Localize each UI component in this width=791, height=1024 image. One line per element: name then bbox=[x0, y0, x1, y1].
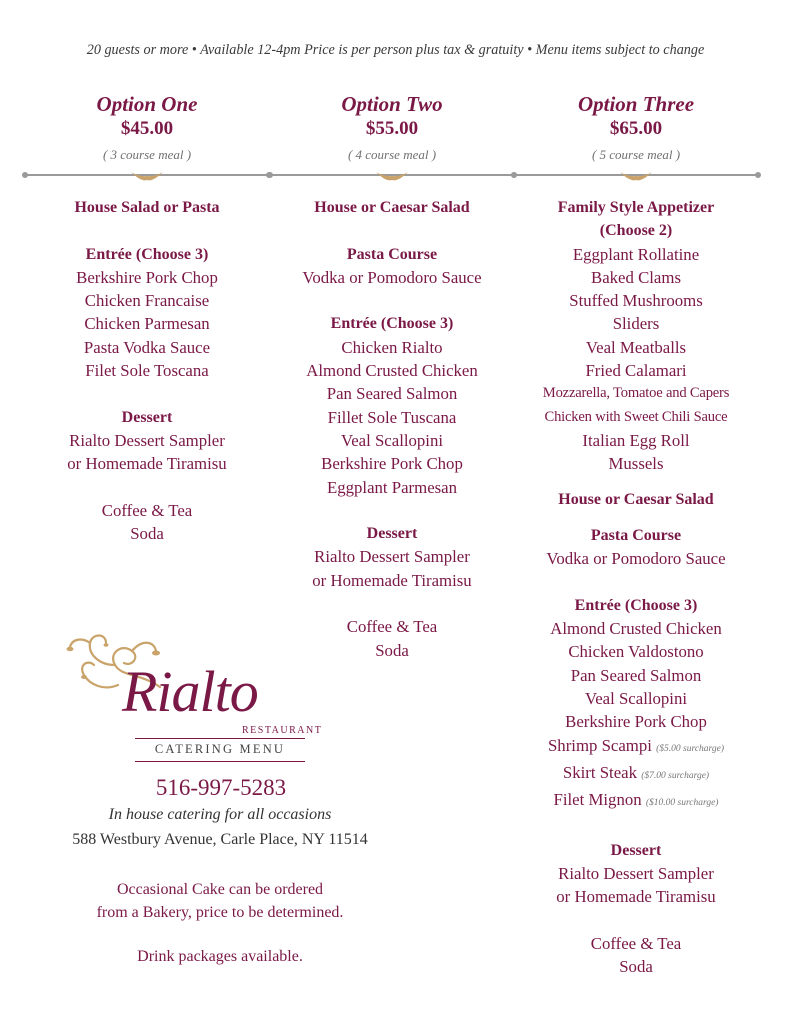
surcharge-note: ($5.00 surcharge) bbox=[656, 743, 725, 754]
leaf-ornament-icon bbox=[372, 169, 412, 183]
course-heading bbox=[267, 522, 517, 545]
menu-item-text: Pasta Course bbox=[590, 526, 682, 544]
menu-item bbox=[22, 522, 272, 545]
menu-item bbox=[22, 266, 272, 289]
course-heading bbox=[511, 196, 761, 219]
spacer bbox=[22, 476, 272, 499]
menu-item-text: Soda bbox=[375, 640, 409, 660]
menu-item-text: Entrée (Choose 3) bbox=[330, 315, 454, 333]
leaf-ornament-icon bbox=[127, 169, 167, 183]
menu-item bbox=[22, 359, 272, 382]
menu-item-text: Dessert bbox=[121, 408, 173, 426]
cake-note-line: Occasional Cake can be ordered bbox=[116, 881, 324, 898]
option-subtitle: ( 5 course meal ) bbox=[591, 147, 681, 162]
menu-item-text: Shrimp Scampi bbox=[547, 735, 652, 755]
menu-item-text: Berkshire Pork Chop bbox=[565, 712, 707, 732]
menu-item bbox=[511, 266, 761, 289]
menu-item bbox=[22, 312, 272, 335]
option-menu-lines bbox=[511, 196, 761, 979]
menu-item bbox=[511, 336, 761, 359]
option-three-column bbox=[511, 92, 761, 979]
course-heading bbox=[22, 196, 272, 219]
spacer bbox=[22, 219, 272, 242]
option-one-column bbox=[22, 92, 272, 545]
menu-item-text: Berkshire Pork Chop bbox=[321, 454, 463, 474]
menu-item bbox=[511, 312, 761, 335]
course-heading bbox=[511, 839, 761, 862]
catering-rule-top bbox=[135, 738, 305, 739]
ornament-divider bbox=[22, 164, 272, 188]
menu-item-text: Filet Sole Toscana bbox=[85, 361, 209, 381]
menu-item bbox=[511, 862, 761, 885]
menu-item-text: Chicken Francaise bbox=[84, 291, 210, 311]
menu-item-text: Eggplant Rollatine bbox=[572, 244, 700, 264]
surcharge-note: ($10.00 surcharge) bbox=[645, 798, 719, 809]
option-title: Option Three bbox=[577, 92, 695, 116]
menu-item-text: Dessert bbox=[610, 841, 662, 859]
menu-item-text: or Homemade Tiramisu bbox=[556, 887, 716, 907]
menu-item bbox=[511, 734, 761, 761]
menu-item bbox=[22, 336, 272, 359]
menu-item-text: Berkshire Pork Chop bbox=[76, 267, 218, 287]
spacer bbox=[267, 289, 517, 312]
option-subtitle: ( 3 course meal ) bbox=[102, 147, 192, 162]
option-title: Option Two bbox=[341, 92, 443, 116]
menu-item-text: Dessert bbox=[366, 525, 418, 543]
menu-item-text: Pan Seared Salmon bbox=[570, 665, 702, 685]
menu-item bbox=[511, 617, 761, 640]
menu-item-text: Chicken Parmesan bbox=[84, 314, 210, 334]
menu-item-text: Pasta Course bbox=[346, 245, 438, 263]
menu-item bbox=[267, 452, 517, 475]
catering-rule-bottom bbox=[135, 761, 305, 762]
menu-item-text: Italian Egg Roll bbox=[582, 430, 690, 450]
cake-note bbox=[40, 878, 400, 925]
spacer bbox=[267, 219, 517, 242]
option-title: Option One bbox=[96, 92, 198, 116]
menu-item bbox=[511, 761, 761, 788]
menu-item-text: Skirt Steak bbox=[562, 762, 637, 782]
menu-item bbox=[267, 545, 517, 568]
brand-wordmark: Rialto bbox=[122, 659, 258, 724]
menu-item-text: Fried Calamari bbox=[585, 361, 687, 381]
menu-item bbox=[511, 289, 761, 312]
option-two-column bbox=[267, 92, 517, 662]
menu-item-text: Eggplant Parmesan bbox=[326, 477, 458, 497]
menu-item bbox=[511, 955, 761, 978]
course-heading bbox=[511, 219, 761, 242]
phone-number[interactable]: 516-997-5283 bbox=[155, 775, 287, 800]
option-menu-lines bbox=[267, 196, 517, 662]
menu-item-text: Vodka or Pomodoro Sauce bbox=[546, 549, 726, 569]
header-note: 20 guests or more • Available 12-4pm Price is per person plus tax & gratuity • Menu items subject to change bbox=[86, 42, 705, 58]
menu-item-text: Veal Scallopini bbox=[340, 430, 444, 450]
menu-item-text: Entrée (Choose 3) bbox=[85, 245, 209, 263]
option-price: $65.00 bbox=[609, 118, 663, 139]
menu-item-text: Veal Meatballs bbox=[585, 337, 687, 357]
menu-item bbox=[22, 452, 272, 475]
menu-item-text: Vodka or Pomodoro Sauce bbox=[302, 267, 482, 287]
option-menu-lines bbox=[22, 196, 272, 545]
menu-item bbox=[511, 406, 761, 429]
menu-item-text: Baked Clams bbox=[591, 267, 681, 287]
menu-item bbox=[511, 664, 761, 687]
spacer bbox=[267, 499, 517, 522]
menu-item-text: Chicken Rialto bbox=[341, 337, 443, 357]
menu-item-text: Coffee & Tea bbox=[346, 617, 438, 637]
ornament-divider bbox=[267, 164, 517, 188]
menu-item-text: Pasta Vodka Sauce bbox=[83, 337, 211, 357]
menu-item bbox=[511, 640, 761, 663]
course-heading bbox=[511, 594, 761, 617]
menu-item-text: Soda bbox=[619, 957, 653, 977]
menu-item bbox=[511, 788, 761, 815]
menu-item bbox=[267, 569, 517, 592]
menu-item-text: Coffee & Tea bbox=[590, 933, 682, 953]
menu-item bbox=[22, 289, 272, 312]
menu-item bbox=[267, 476, 517, 499]
menu-item-text: House Salad or Pasta bbox=[74, 199, 220, 216]
menu-item bbox=[511, 547, 761, 570]
surcharge-note: ($7.00 surcharge) bbox=[641, 770, 710, 781]
spacer bbox=[511, 815, 761, 838]
course-heading bbox=[511, 524, 761, 547]
menu-item-text: Mozzarella, Tomatoe and Capers bbox=[542, 385, 730, 402]
menu-item-text: Veal Scallopini bbox=[584, 688, 688, 708]
ornament-divider bbox=[511, 164, 761, 188]
rialto-logo bbox=[60, 625, 323, 765]
menu-item-text: Stuffed Mushrooms bbox=[569, 291, 703, 311]
course-heading bbox=[267, 243, 517, 266]
menu-item-text: Fillet Sole Tuscana bbox=[327, 407, 457, 427]
menu-item-text: Family Style Appetizer bbox=[557, 199, 715, 216]
menu-item-text: Soda bbox=[130, 524, 164, 544]
menu-item bbox=[511, 243, 761, 266]
menu-item bbox=[22, 429, 272, 452]
menu-item-text: (Choose 2) bbox=[599, 222, 673, 240]
menu-item bbox=[267, 429, 517, 452]
option-price: $45.00 bbox=[120, 118, 174, 139]
spacer bbox=[511, 909, 761, 932]
menu-item bbox=[511, 932, 761, 955]
option-price: $55.00 bbox=[365, 118, 419, 139]
menu-item bbox=[511, 382, 761, 405]
spacer bbox=[22, 382, 272, 405]
menu-item-text: Chicken Valdostono bbox=[568, 642, 704, 662]
menu-item-text: House or Caesar Salad bbox=[558, 491, 714, 509]
menu-item bbox=[511, 885, 761, 908]
catering-menu-label: CATERING MENU bbox=[154, 742, 286, 756]
address: 588 Westbury Avenue, Carle Place, NY 11514 bbox=[72, 831, 368, 848]
leaf-ornament-icon bbox=[616, 169, 656, 183]
menu-item-text: Pan Seared Salmon bbox=[326, 384, 458, 404]
menu-item-text: Almond Crusted Chicken bbox=[306, 361, 478, 381]
menu-item-text: Mussels bbox=[608, 454, 664, 474]
menu-item bbox=[511, 452, 761, 475]
option-subtitle: ( 4 course meal ) bbox=[347, 147, 437, 162]
cake-note-line: from a Bakery, price to be determined. bbox=[96, 904, 344, 922]
course-heading bbox=[22, 243, 272, 266]
course-heading bbox=[267, 312, 517, 335]
menu-item-text: Chicken with Sweet Chili Sauce bbox=[544, 408, 728, 425]
menu-item bbox=[22, 499, 272, 522]
course-heading bbox=[267, 196, 517, 219]
menu-item-text: Almond Crusted Chicken bbox=[550, 619, 722, 639]
spacer bbox=[511, 476, 761, 489]
menu-item bbox=[267, 336, 517, 359]
menu-item-text: or Homemade Tiramisu bbox=[67, 454, 227, 474]
spacer bbox=[511, 511, 761, 524]
menu-item bbox=[511, 359, 761, 382]
menu-item bbox=[267, 406, 517, 429]
menu-item bbox=[511, 710, 761, 733]
course-heading bbox=[511, 488, 761, 511]
menu-item-text: or Homemade Tiramisu bbox=[312, 570, 472, 590]
spacer bbox=[267, 592, 517, 615]
menu-item-text: Rialto Dessert Sampler bbox=[558, 864, 714, 884]
menu-item-text: Coffee & Tea bbox=[101, 500, 193, 520]
menu-item bbox=[267, 382, 517, 405]
menu-item-text: House or Caesar Salad bbox=[314, 199, 470, 216]
menu-item bbox=[511, 429, 761, 452]
menu-item-text: Sliders bbox=[612, 314, 660, 334]
drink-packages-note: Drink packages available. bbox=[137, 948, 303, 965]
course-heading bbox=[22, 406, 272, 429]
menu-item bbox=[267, 266, 517, 289]
menu-item-text: Rialto Dessert Sampler bbox=[314, 547, 470, 567]
menu-item bbox=[267, 359, 517, 382]
menu-item-text: Rialto Dessert Sampler bbox=[69, 430, 225, 450]
menu-item-text: Filet Mignon bbox=[553, 790, 642, 810]
brand-subtitle: RESTAURANT bbox=[242, 725, 323, 736]
spacer bbox=[511, 570, 761, 593]
menu-item bbox=[511, 687, 761, 710]
menu-item-text: Entrée (Choose 3) bbox=[574, 596, 698, 614]
tagline: In house catering for all occasions bbox=[108, 806, 332, 823]
